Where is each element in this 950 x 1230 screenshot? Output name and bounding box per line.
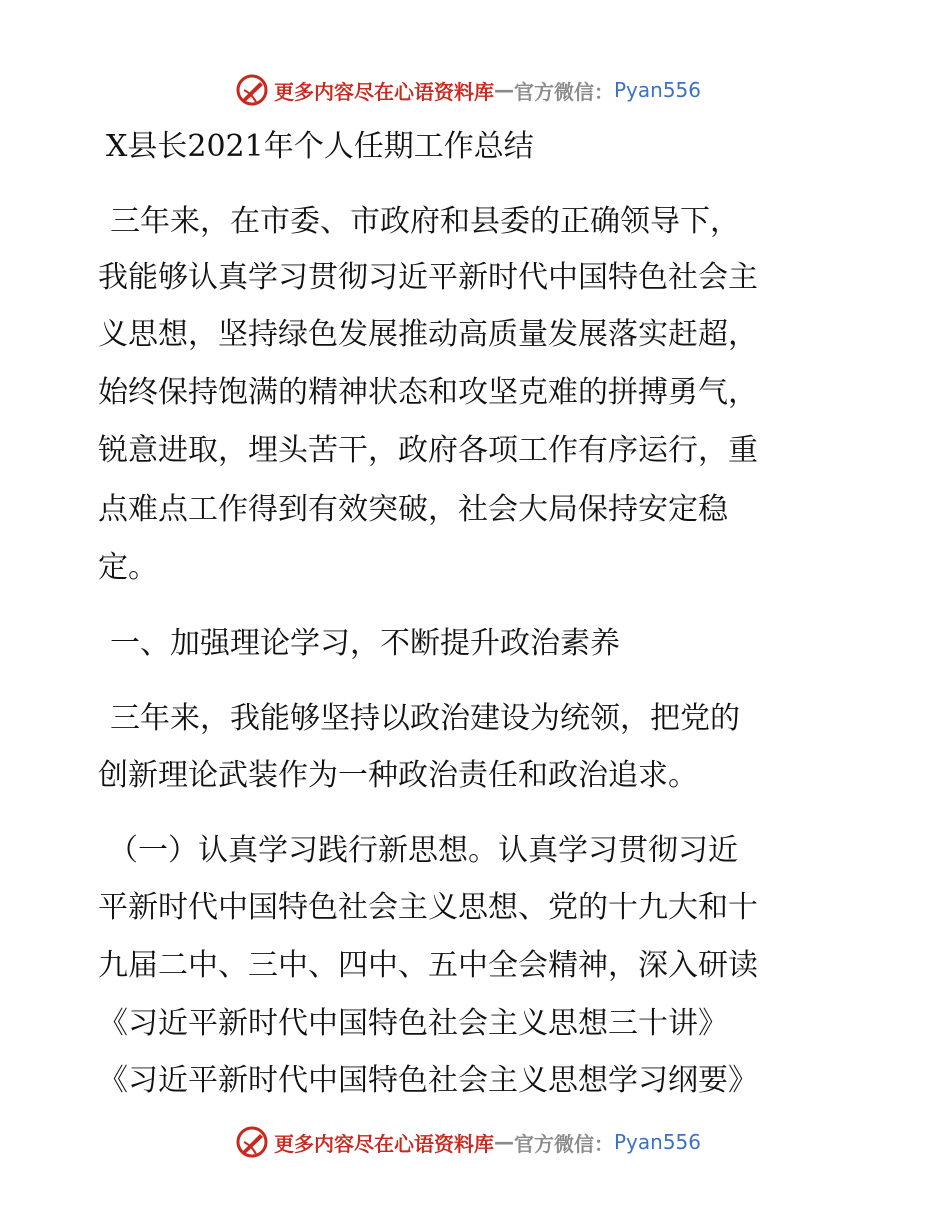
document-title: X县长2021年个人任期工作总结: [106, 129, 534, 164]
subsection-1-line-5: 《习近平新时代中国特色社会主义思想学习纲要》: [98, 1063, 758, 1098]
intro-line-6: 点难点工作得到有效突破，社会大局保持安定稳: [98, 492, 728, 527]
section-1-line-2: 创新理论武装作为一种政治责任和政治追求。: [98, 758, 698, 793]
watermark-dash: —: [494, 1130, 514, 1154]
watermark-wechat-label: 官方微信：: [514, 1131, 614, 1156]
intro-line-4: 始终保持饱满的精神状态和攻坚克难的拼搏勇气，: [98, 375, 758, 410]
watermark-brand: 更多内容尽在心语资料库: [274, 79, 494, 104]
watermark-footer: [234, 1122, 701, 1162]
watermark-header: [234, 70, 701, 110]
intro-line-2: 我能够认真学习贯彻习近平新时代中国特色社会主: [98, 260, 758, 295]
quill-circle-icon: [234, 1124, 270, 1160]
watermark-wechat-id: Pyan556: [614, 1130, 702, 1154]
intro-line-7: 定。: [98, 550, 158, 585]
section-1-heading: 一、加强理论学习，不断提升政治素养: [110, 626, 620, 661]
intro-line-1: 三年来，在市委、市政府和县委的正确领导下，: [110, 204, 740, 239]
watermark-wechat-label: 官方微信：: [514, 79, 614, 104]
subsection-1-line-1: （一）认真学习践行新思想。认真学习贯彻习近: [108, 833, 738, 868]
section-1-line-1: 三年来，我能够坚持以政治建设为统领，把党的: [110, 701, 740, 736]
quill-circle-icon: [234, 72, 270, 108]
watermark-dash: —: [494, 78, 514, 102]
intro-line-3: 义思想，坚持绿色发展推动高质量发展落实赶超，: [98, 317, 758, 352]
subsection-1-line-2: 平新时代中国特色社会主义思想、党的十九大和十: [98, 890, 758, 925]
subsection-1-line-3: 九届二中、三中、四中、五中全会精神，深入研读: [98, 948, 758, 983]
subsection-1-line-4: 《习近平新时代中国特色社会主义思想三十讲》: [98, 1006, 728, 1041]
watermark-brand: 更多内容尽在心语资料库: [274, 1131, 494, 1156]
watermark-wechat-id: Pyan556: [614, 78, 702, 102]
intro-line-5: 锐意进取，埋头苦干，政府各项工作有序运行，重: [98, 433, 758, 468]
